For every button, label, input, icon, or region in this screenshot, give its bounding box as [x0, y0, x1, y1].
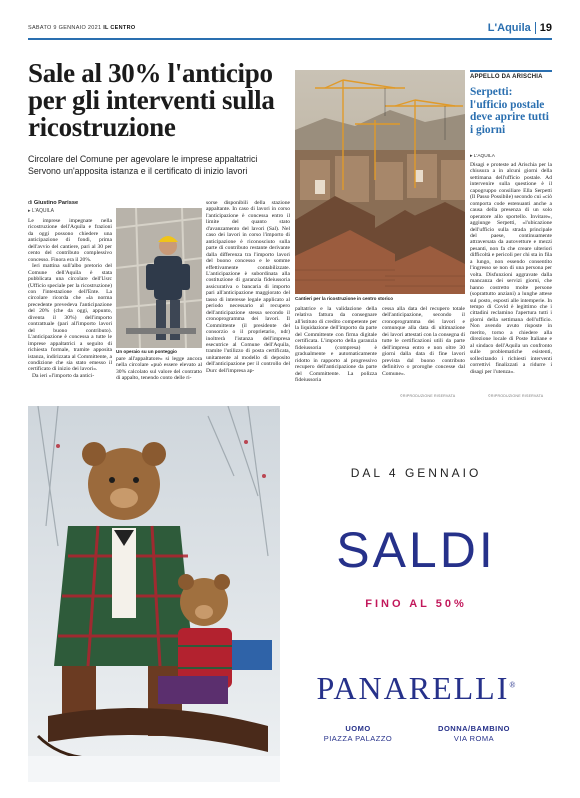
- ad-registered-mark: ®: [509, 680, 516, 690]
- sidebar-headline: Serpetti: l'ufficio postale deve aprire tutti i giorni: [470, 86, 549, 136]
- ad-text-panel: [280, 406, 552, 782]
- article-column-4: [295, 306, 377, 383]
- page-number: 19: [539, 22, 552, 34]
- ad-brand-logo: [280, 670, 552, 707]
- header-separator: [535, 22, 536, 34]
- column-1-paragraph-2: Ieri mattina sull'albo pretorio del Comune dell'Aquila è stata pubblicata una circolare dell'Usrc (Ufficio speciale per la ricostruzione) con l'intestazione dell'Ente. La circolare ricorda che «la norma precedente prevedeva l'anticipazione del 20% (che da oggi, appunto, diventa il 30%) dell'importo contrattuale (pari all'importo lavori del buono contributo). L'anticipazione è concessa a tutte le imprese appaltatrici a seguito di richiesta formale, tramite apposita istanza, indirizzata al Committente, a condizione che sia stato emesso il certificato di inizio dei lavori».: [28, 263, 112, 373]
- article-column-2: [116, 356, 202, 382]
- ad-saldi-title: SALDI: [336, 522, 496, 578]
- photo-caption-worker: Un operaio su un ponteggio: [116, 349, 177, 354]
- sidebar-kicker: APPELLO DA ARISCHIA: [470, 74, 543, 80]
- article-byline: [28, 200, 78, 206]
- worker-illustration: [116, 208, 202, 348]
- article-dateline: ▸ L'AQUILA: [28, 208, 54, 214]
- ad-brand-name: PANARELLI: [316, 670, 510, 706]
- photo-worker-scaffold: [116, 208, 202, 348]
- photo-reconstruction-site: [295, 70, 465, 294]
- column-3-paragraph: sorse disponibili della stazione appaltante. In caso di lavori in corso l'anticipazione è concessa entro il limite del quanto stato d'avanzamento del lavori (Sal). Nel caso dei lavori in corso l'importo di anticipazione è riconosciuto sulla parte di contributo restante derivante dalla differenza tra l'importo lavori del buono concesso e le somme effettivamente contabilizzate. L'anticipazione è subordinata alla costituzione di garanzia fideiussoria assicurativa o bancaria di importo pari all'anticipazione maggiorato del tasso di interesse legale applicato al periodo necessario al recupero dell'anticipazione stessa secondo il cronoprogramma dei lavori. Il Committente (il presidente del consorzio o il proprietario, ndr) inoltrerà l'istanza dell'impresa esecutrice al Comune dell'Aquila, tramite l'utilizzo di posta certificata, unitamente al modello di deposito dell'anticipazione per il controllo del Durc dell'impresa ap-: [206, 200, 290, 374]
- ad-store-uomo-address: PIAZZA PALAZZO: [323, 734, 393, 743]
- page-header: [28, 22, 552, 36]
- sidebar-copyright: ©RIPRODUZIONE RISERVATA: [488, 394, 544, 398]
- subhead-line-2: Servono un'apposita istanza e il certificato di inizio lavori: [28, 165, 248, 176]
- article-column-5: [382, 306, 465, 377]
- photo-caption-main: Cantieri per la ricostruzione in centro storico: [295, 296, 394, 301]
- byline-prefix: di: [28, 200, 33, 206]
- column-1-paragraph-3: Da ieri «l'importo da antici-: [32, 372, 95, 379]
- ad-store-uomo-label: UOMO: [345, 724, 371, 733]
- ad-store-uomo: [298, 724, 418, 744]
- article-column-1: [28, 218, 112, 379]
- header-section-block: [488, 22, 552, 34]
- column-1-paragraph-1: Le imprese impegnate nella ricostruzione dell'Aquila e frazioni da oggi possono chiedere una anticipazione di fondi, prima dell'avvio del cantiere, pari al 30 per cento del contributo complessivo concesso. Finora era il 20%.: [28, 218, 112, 263]
- column-5-paragraph: cessa alla data del recupero totale dell'anticipazione, secondo il cronoprogramma dei lavori e comunque alla data di ultimazione dei lavori attestati con la consegna di tutte le certificazioni utili da parte dell'impresa entro e non oltre 30 giorni dalla data di fine lavori prevista dal buono contributo definitivo o proroghe concesse dal Comune».: [382, 306, 465, 377]
- ad-start-date: DAL 4 GENNAIO: [350, 466, 482, 480]
- ad-store-donna-label: DONNA/BAMBINO: [438, 724, 510, 733]
- sidebar-dateline-city: L'AQUILA: [473, 154, 495, 159]
- teddy-bears-illustration: [28, 406, 280, 782]
- article-copyright: ©RIPRODUZIONE RISERVATA: [400, 394, 456, 398]
- header-paper-name: IL CENTRO: [103, 25, 136, 31]
- column-4-paragraph: paltatrice e la validazione della relativa fattura da consegnare all'istituto di credito competente per la liquidazione dell'importo da parte del Committente con firma digitale certificata. L'importo della garanzia fideiussoria (compresa) è gradualmente e automaticamente ridotto in rapporto al progressivo recupero dell'anticipazione da parte del Committente. La polizza fideiussoria: [295, 306, 377, 383]
- sidebar-dateline: ▸ L'AQUILA: [470, 154, 495, 159]
- byline-author: Giustino Parisse: [33, 200, 79, 206]
- header-date-paper: [28, 25, 135, 31]
- rooftops-cranes-illustration: [295, 70, 465, 294]
- article-headline: Sale al 30% l'anticipo per gli interventi sulla ricostruzione: [28, 58, 275, 142]
- column-2-paragraph: pare all'appaltatore» si legge ancora nella circolare «può essere elevato al 30% calcolato sul valore del contratto di appalto, tenendo conto delle ri-: [116, 356, 202, 382]
- header-rule: [28, 38, 552, 40]
- article-column-3: [206, 200, 290, 374]
- ad-discount: FINO AL 50%: [365, 598, 467, 610]
- header-date: SABATO 9 GENNAIO 2021: [28, 25, 102, 31]
- header-section: L'Aquila: [487, 22, 531, 34]
- ad-store-donna-address: VIA ROMA: [453, 734, 495, 743]
- article-subhead: [28, 154, 290, 177]
- subhead-line-1: Circolare del Comune per agevolare le imprese appaltatrici: [28, 154, 258, 164]
- ad-store-donna: [414, 724, 534, 744]
- sidebar-body: Disagi e proteste ad Arischia per la chiusura a in alcuni giorni della settimana dell'ufficio postale. Ad intervenire sulla questione è il capogruppo consiliare Ella Serpetti (Il Passo Possibile) secondo cui «ciò comporta code estenuanti anche a causa della presenza di un solo operatore allo sportello. Invitare», aggiunge Serpetti, «l'ubicazione dell'ufficio sulla strada principale del paese, continuamente attraversata da autovetture e mezzi pesanti, non fa che creare ulteriori difficoltà e pericoli per chi sta in fila a lungo, non essendo consentito l'ingresso se non di una persona per volta. Disfunzioni aggravate dalla mancanza dei servizi giorni, che hanno costretto molte persone (soprattutto anziani) a lunghe attese sul posto, esposti alle intemperie. In tempo di Covid è legittimo che i cittadini reclamino l'apertura tutti i giorni della settimana dell'ufficio. Non avendo avuto risposte in merito, torno a chiedere alla direzione locale di Poste Italiane e al sindaco dell'Aquila un confronto sulle problematiche esistenti, sollecitando i richiesti interventi correttivi finalizzati a ridurre i disagi per l'utenza».: [470, 162, 552, 375]
- panarelli-advertisement[interactable]: [28, 406, 552, 782]
- ad-teddy-bears-photo: [28, 406, 280, 782]
- sidebar-rule: [470, 70, 552, 72]
- dateline-city: L'AQUILA: [31, 208, 54, 214]
